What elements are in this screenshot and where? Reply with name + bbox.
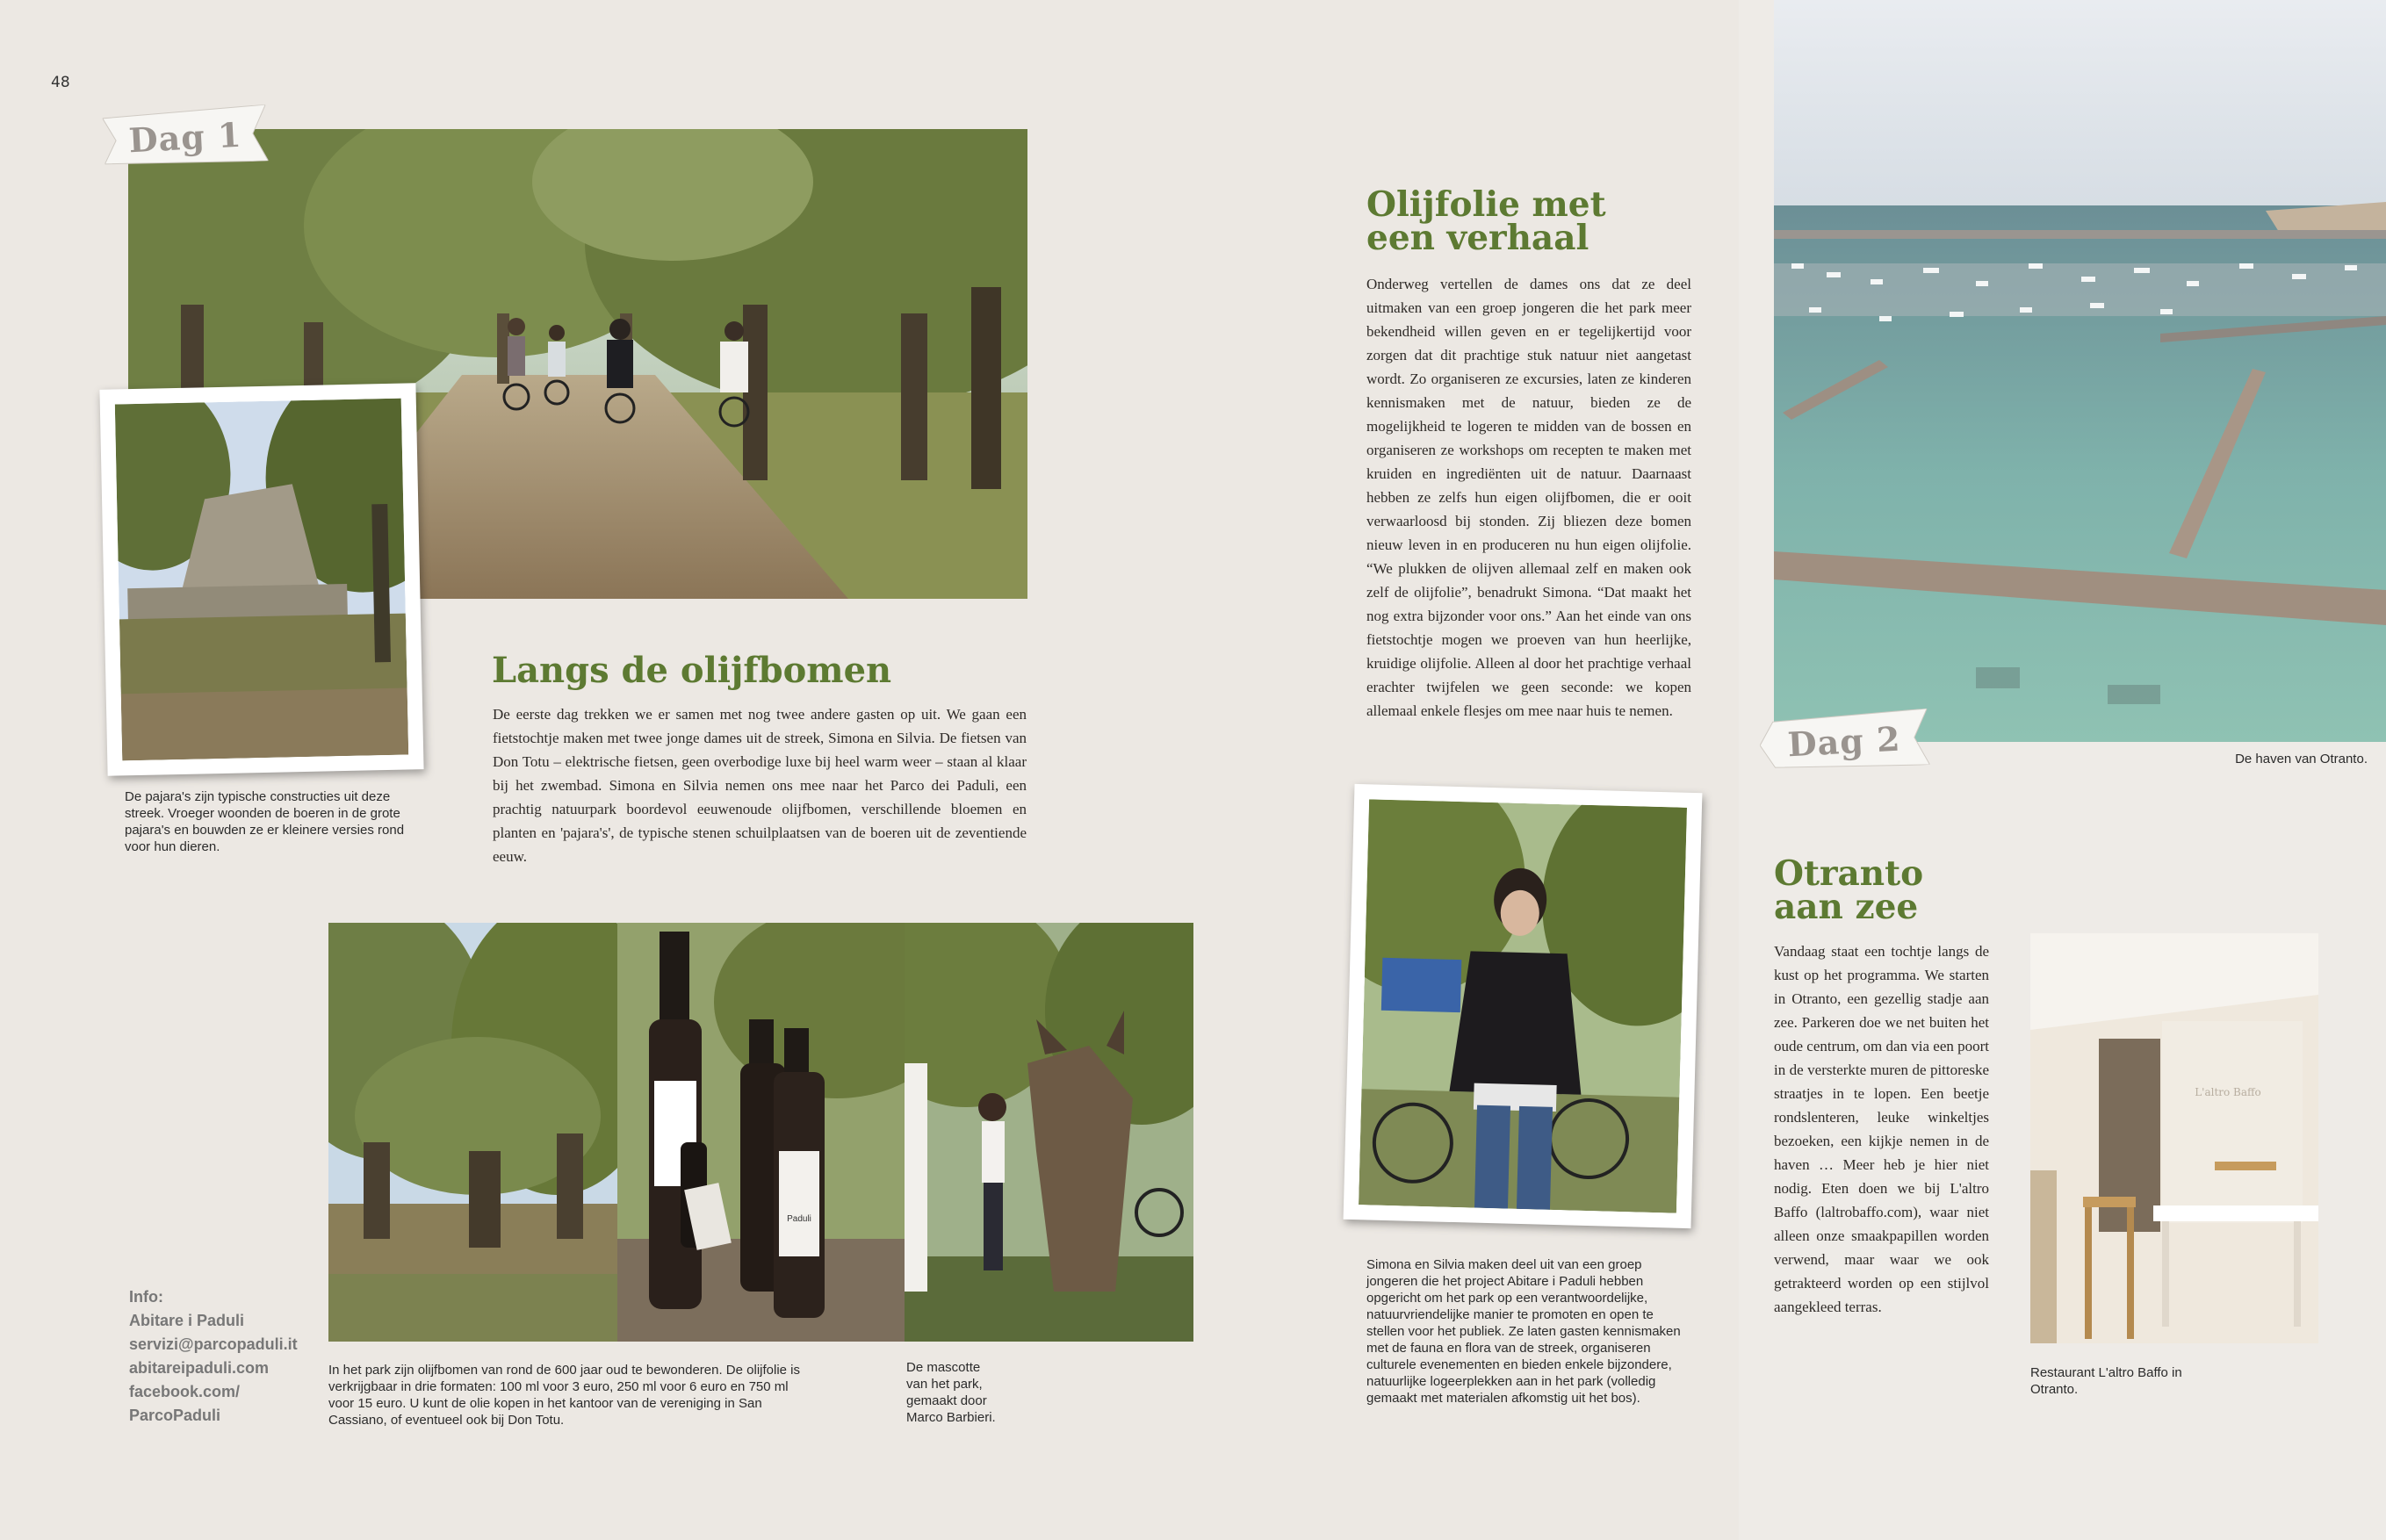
info-website-link[interactable]: abitareipaduli.com xyxy=(129,1359,270,1377)
olive-trees-caption: In het park zijn olijfbomen van rond de 600 jaar oud te bewonderen. De olijfolie is verkrijgbaar in drie formaten: 100 ml voor 3 euro, 250 ml voor 6 euro en 750 ml voor 15 euro. U kunt de olie kopen in het kantoor van de vereniging in San Cassiano, of eventueel ook bij Don Totu. xyxy=(328,1363,800,1428)
ancient-olive-trees-photo xyxy=(328,923,617,1342)
otranto-heading-line-2: aan zee xyxy=(1774,887,1919,928)
day-2-banner xyxy=(1758,709,1929,774)
langs-heading: Langs de olijfbomen xyxy=(492,650,892,691)
restaurant-sign-text: L'altro Baffo xyxy=(2195,1086,2261,1098)
day-1-banner xyxy=(102,104,268,169)
olive-oil-bottles-photo xyxy=(617,923,905,1342)
otranto-heading xyxy=(1774,853,2037,928)
olijfolie-heading xyxy=(1366,184,1647,259)
day-1-banner-text: Dag 1 xyxy=(127,114,243,161)
pajara-caption: De pajara's zijn typische constructies uit deze streek. Vroeger woonden de boeren in de grote pajara's en bouwden ze er kleinere versies rond voor hun dieren. xyxy=(125,789,405,854)
day-2-banner-text: Dag 2 xyxy=(1786,718,1902,765)
pajara-polaroid xyxy=(99,383,423,775)
simona-polaroid xyxy=(1344,784,1703,1228)
olijfolie-heading-line-2: een verhaal xyxy=(1366,218,1589,259)
park-mascot-photo xyxy=(905,923,1193,1342)
otranto-body: Vandaag staat een tochtje langs de kust op het programma. We starten in Otranto, een gezellig stadje aan zee. Parkeren doe we net buiten het oude centrum, om dan via een poort in de versterkte muren de pittoreske straatjes in te lopen. Een beetje rondslenteren, leuke winkeltjes bezoeken, een kijkje nemen in de haven … Meer heb je hier niet nodig. Eten doen we bij L'altro Baffo (laltrobaffo.com), waar niet alleen onze smaakpapillen worden verwend, maar waar we ook getrakteerd worden op een stijlvol aangekleed terras. xyxy=(1774,943,1990,1315)
pajara-photo xyxy=(115,399,408,761)
info-title: Info: xyxy=(129,1288,163,1306)
haven-caption: De haven van Otranto. xyxy=(2235,752,2368,766)
otranto-heading-line-1: Otranto xyxy=(1774,853,1924,894)
olijfolie-heading-line-1: Olijfolie met xyxy=(1366,184,1606,225)
simona-caption: Simona en Silvia maken deel uit van een groep jongeren die het project Abitare i Paduli hebben opgericht om het park op een verantwoordelijke, natuurvriendelijke manier te promoten en open te stellen voor het publiek. Ze laten gasten kennismaken met de fauna en flora van de streek, organiseren culturele evenementen en bieden enkele bijzondere, natuurlijke logeerplekken aan in het park (volledig gemaakt met materialen afkomstig uit het bos). xyxy=(1366,1257,1681,1406)
restaurant-caption: Restaurant L'altro Baffo in Otranto. xyxy=(2030,1365,2182,1397)
otranto-harbor-photo xyxy=(1774,0,2386,742)
simona-photo xyxy=(1359,799,1687,1213)
page-number-left: 48 xyxy=(51,74,70,91)
langs-body: De eerste dag trekken we er samen met nog twee andere gasten op uit. We gaan een fietstochtje maken met twee jonge dames uit de streek, Simona en Silvia. De fietsen van Don Totu – elektrische fietsen, geen overbodige luxe bij heel warm weer – staan al klaar bij het zwembad. Simona en Silvia nemen ons mee naar het Parco dei Paduli, een prachtig natuurpark boordevol eeuwenoude olijfbomen, verschillende bloemen en planten en 'pajara's', de typische stenen schuilplaatsen van de boeren uit de zeventiende eeuw. xyxy=(493,706,1027,865)
bottle-label-text: Paduli xyxy=(787,1214,811,1224)
info-block xyxy=(129,1285,314,1428)
info-org: Abitare i Paduli xyxy=(129,1312,245,1329)
mascot-caption: De mascotte van het park, gemaakt door Marco Barbieri. xyxy=(906,1360,996,1425)
info-facebook-link[interactable]: facebook.com/ xyxy=(129,1383,241,1400)
info-facebook-handle[interactable]: ParcoPaduli xyxy=(129,1407,221,1424)
info-email-link[interactable]: servizi@parcopaduli.it xyxy=(129,1335,298,1353)
olijfolie-body: Onderweg vertellen de dames ons dat ze deel uitmaken van een groep jongeren die het park meer bekendheid willen geven en er tegelijkertijd voor zorgen dat dit prachtige stuk natuur niet aangetast wordt. Zo organiseren ze excursies, laten ze kinderen kennismaken met de natuur, bieden ze de mogelijkheid te logeren te midden van de bossen en organiseren ze workshops om recepten te maken met kruiden en ingrediënten uit de natuur. Daarnaast hebben ze zelfs hun eigen olijfbomen, die er ooit verwaarloosd bij stonden. Zij bliezen deze bomen nieuw leven in en produceren nu hun eigen olijfolie. “We plukken de olijven allemaal zelf en maken ook zelf de olijfolie”, benadrukt Simona. “Dat maakt het nog extra bijzonder voor ons.” Aan het einde van ons fietstochtje mogen we proeven van hun heerlijke, kruidige olijfolie. Alleen al door het prachtige verhaal erachter twijfelen we geen seconde: we kopen allemaal enkele flesjes om mee naar huis te nemen. xyxy=(1366,276,1691,719)
restaurant-photo xyxy=(2030,933,2318,1343)
